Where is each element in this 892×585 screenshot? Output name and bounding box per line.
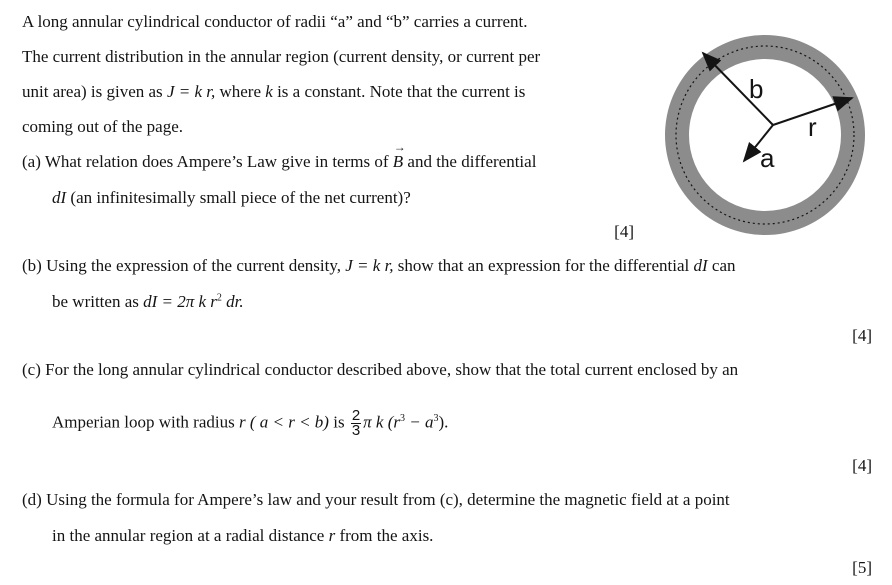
vector-b: → B [393,152,403,172]
intro-line-4: coming out of the page. [22,117,183,136]
label-a: a [760,143,775,173]
question-b-line-1: (b) Using the expression of the current density, J = k r, show that an expression for the differential dI can [22,256,736,275]
label-r: r [808,112,817,142]
question-d-line-2: in the annular region at a radial distance r from the axis. [52,526,434,545]
intro-line-1: A long annular cylindrical conductor of radii “a” and “b” carries a current. [22,12,528,31]
question-c-line-2: Amperian loop with radius r ( a < r < b) is $\frac{2}{3}$ π k $(r^3 - a^3)$. [52,407,449,439]
question-b-line-2: be written as dI = 2π k $r^2$ dr. [52,292,244,311]
question-c-marks: [4] [852,456,872,475]
question-b-marks: [4] [852,326,872,345]
label-b: b [749,74,764,104]
question-d-line-1: (d) Using the formula for Ampere’s law and your result from (c), determine the magnetic field at a point [22,490,730,509]
question-a-marks: [4] [614,222,634,241]
annular-conductor-diagram [660,30,870,240]
intro-line-3: unit area) is given as J = k r, where k is a constant. Note that the current is [22,82,526,101]
fraction-two-thirds: $\frac{2}{3}$ [351,407,361,439]
question-d-marks: [5] [852,558,872,577]
intro-line-2: The current distribution in the annular region (current density, or current per [22,47,541,66]
question-c-line-1: (c) For the long annular cylindrical conductor described above, show that the total current enclosed by an [22,360,739,379]
question-a-line-2: dI (an infinitesimally small piece of the net current)? [52,188,411,207]
question-a-line-1: (a) What relation does Ampere’s Law give in terms of → B and the differential [22,152,536,172]
